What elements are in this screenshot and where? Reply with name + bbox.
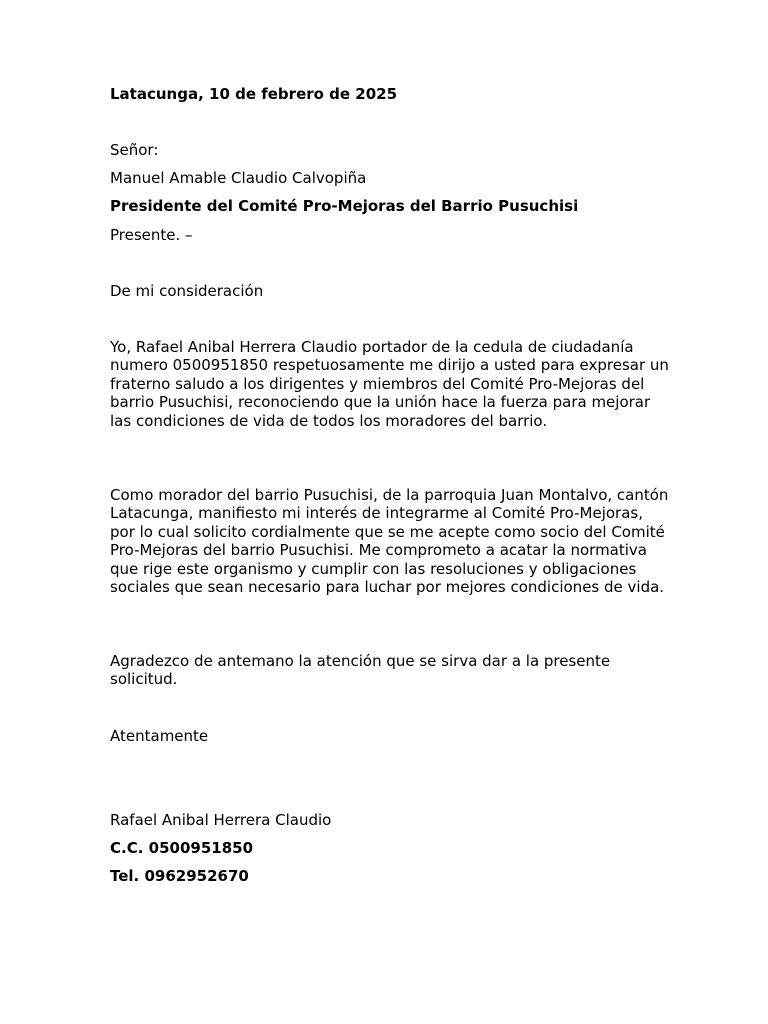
body-paragraph-1: Yo, Rafael Anibal Herrera Claudio portador de la cedula de ciudadanía numero 0500951850 respetuosamente me dirijo a usted para expresar un fraterno saludo a los dirigentes y miembros del Comité Pro-Mejoras del barrio Pusuchisi, reconociendo que la unión hace la fuerza para mejorar las condiciones de vida de todos los moradores del barrio. xyxy=(110,338,669,430)
signer-id: C.C. 0500951850 xyxy=(110,839,254,857)
place-date: Latacunga, 10 de febrero de 2025 xyxy=(110,85,398,103)
body-paragraph-3: Agradezco de antemano la atención que se sirva dar a la presente solicitud. xyxy=(110,652,611,689)
body-paragraph-2: Como morador del barrio Pusuchisi, de la parroquia Juan Montalvo, cantón Latacunga, manifiesto mi interés de integrarme al Comité Pro-Mejoras, por lo cual solicito cordialmente que se me acepte como socio del Comité Pro-Mejoras del barrio Pusuchisi. Me comprometo a acatar la normativa que rige este organismo y cumplir con las resoluciones y obligaciones sociales que sean necesario para luchar por mejores condiciones de vida. xyxy=(110,486,669,597)
greeting: De mi consideración xyxy=(110,282,264,300)
salutation-title: Señor: xyxy=(110,141,159,159)
presente-line: Presente. – xyxy=(110,226,193,244)
closing: Atentamente xyxy=(110,727,209,745)
recipient-position: Presidente del Comité Pro-Mejoras del Barrio Pusuchisi xyxy=(110,197,579,215)
recipient-name: Manuel Amable Claudio Calvopiña xyxy=(110,169,367,187)
signer-phone: Tel. 0962952670 xyxy=(110,867,249,885)
signer-name: Rafael Anibal Herrera Claudio xyxy=(110,811,332,829)
